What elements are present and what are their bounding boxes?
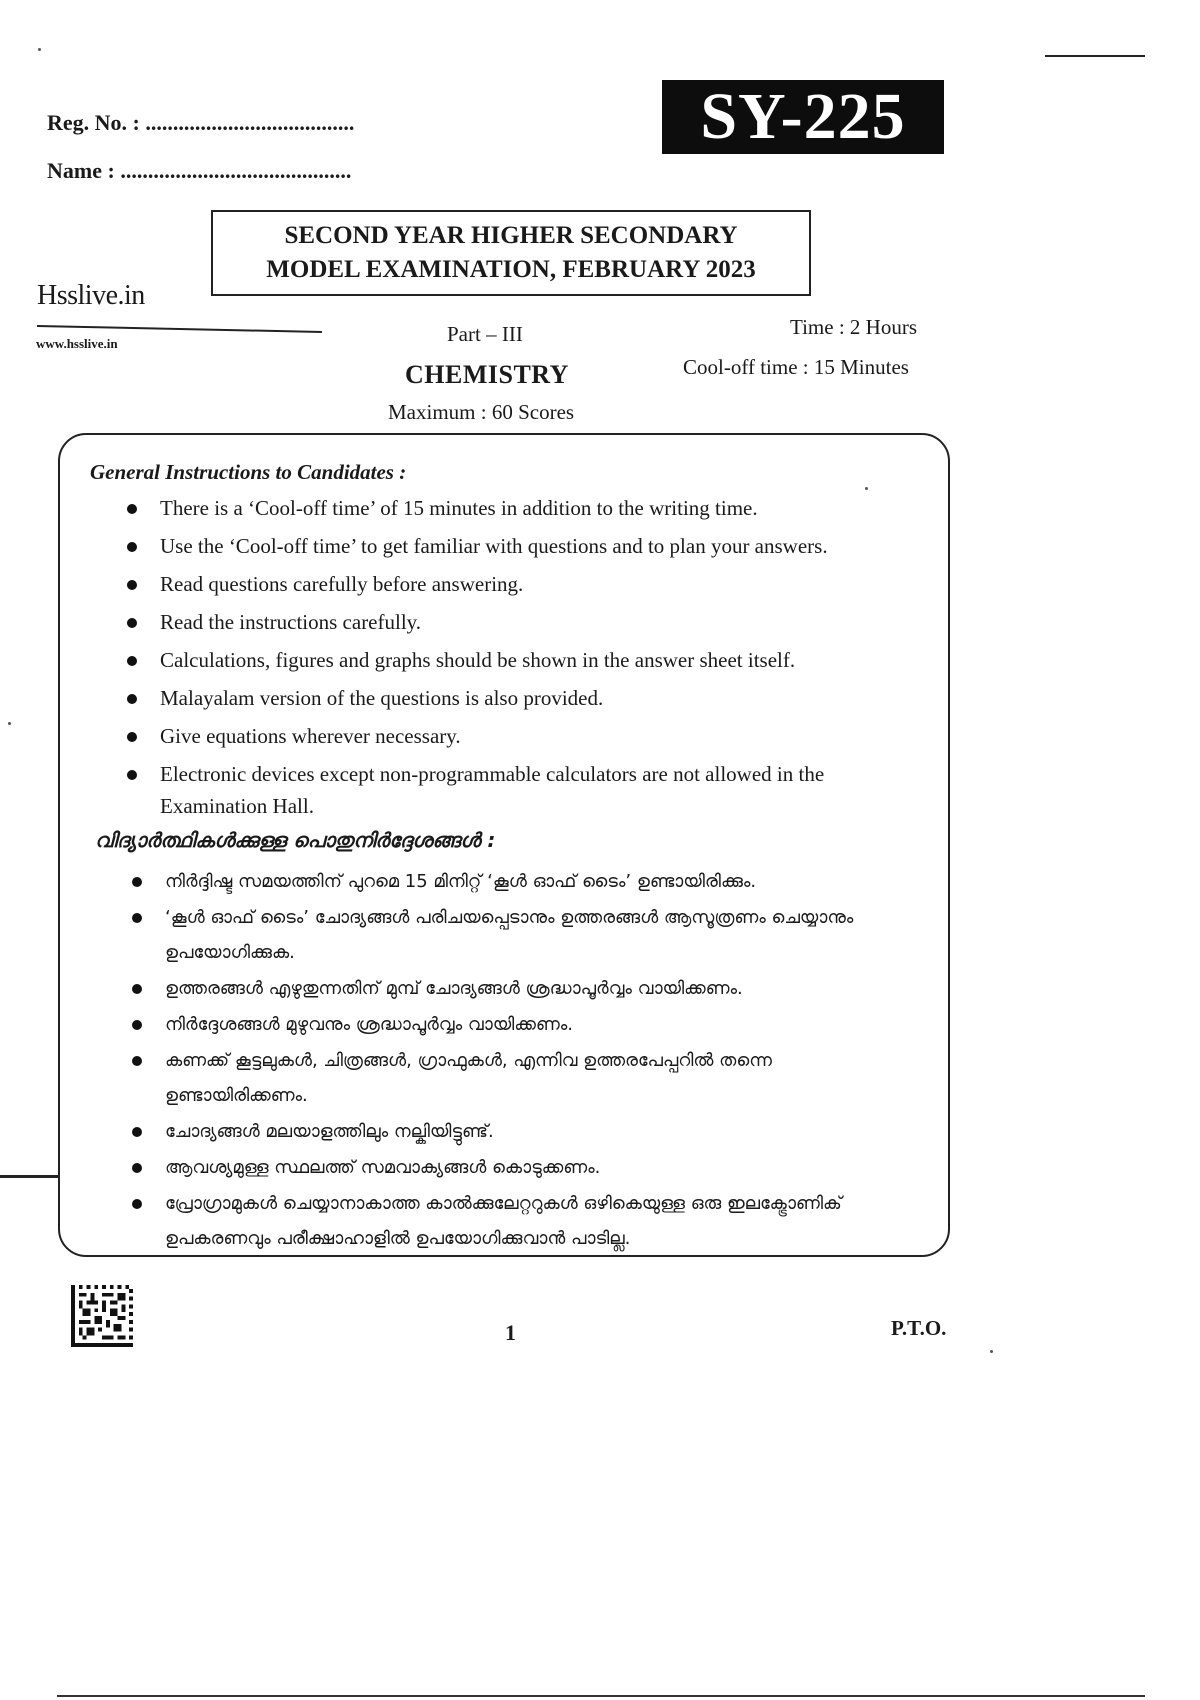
list-item: ആവശ്യമുള്ള സ്ഥലത്ത് സമവാക്യങ്ങൾ കൊടുക്കണം. [130, 1150, 910, 1185]
bottom-rule [57, 1695, 1145, 1697]
bullet-icon [132, 984, 142, 994]
reg-no-dots: ...................................... [145, 110, 355, 135]
bullet-icon [127, 656, 137, 666]
scan-speck [38, 48, 41, 51]
reg-no-label: Reg. No. : [47, 110, 140, 135]
list-item: Read the instructions carefully. [125, 606, 915, 638]
name-field [47, 158, 351, 184]
list-item: Malayalam version of the questions is also provided. [125, 682, 915, 714]
exam-title-line1: SECOND YEAR HIGHER SECONDARY [284, 222, 738, 249]
list-item: ‘കൂൾ ഓഫ് ടൈം’ ചോദ്യങ്ങൾ പരിചയപ്പെടാനും ഉത്തരങ്ങൾ ആസൂത്രണം ചെയ്യാനും ഉപയോഗിക്കുക. [130, 900, 910, 970]
instructions-list-en [125, 492, 915, 828]
list-item: ഉത്തരങ്ങൾ എഴുതുന്നതിന് മുമ്പ് ചോദ്യങ്ങൾ ശ്രദ്ധാപൂർവ്വം വായിക്കണം. [130, 971, 910, 1006]
list-item: Give equations wherever necessary. [125, 720, 915, 752]
bullet-icon [132, 913, 142, 923]
scan-speck [990, 1350, 993, 1353]
time-allowed: Time : 2 Hours [790, 315, 917, 339]
cool-off-time: Cool-off time : 15 Minutes [683, 355, 909, 379]
list-item: Read questions carefully before answering. [125, 568, 915, 600]
reg-no-field [47, 110, 354, 136]
bullet-icon [127, 732, 137, 742]
max-score: Maximum : 60 Scores [388, 400, 575, 424]
list-item: Calculations, figures and graphs should be shown in the answer sheet itself. [125, 644, 915, 676]
instructions-heading-ml: വിദ്യാർത്ഥികൾക്കുള്ള പൊതുനിർദ്ദേശങ്ങൾ : [95, 828, 496, 852]
name-label: Name : [47, 158, 115, 183]
bullet-icon [127, 542, 137, 552]
bullet-icon [127, 580, 137, 590]
exam-title-line2: MODEL EXAMINATION, FEBRUARY 2023 [266, 256, 756, 283]
instructions-list-ml [130, 864, 910, 1257]
bullet-icon [132, 877, 142, 887]
instructions-heading-en: General Instructions to Candidates : [90, 460, 407, 484]
bullet-icon [132, 1163, 142, 1173]
list-item: Electronic devices except non-programmable calculators are not allowed in the Examination Hall. [125, 758, 915, 822]
page-number: 1 [505, 1320, 516, 1345]
list-item: നിർദ്ദേശങ്ങൾ മുഴുവനും ശ്രദ്ധാപൂർവ്വം വായിക്കണം. [130, 1007, 910, 1042]
scan-speck [8, 722, 11, 725]
subject-title: CHEMISTRY [405, 360, 569, 389]
list-item: കണക്ക് കൂട്ടലുകൾ, ചിത്രങ്ങൾ, ഗ്രാഫുകൾ, എന്നിവ ഉത്തരപേപ്പറിൽ തന്നെ ഉണ്ടായിരിക്കണം. [130, 1043, 910, 1113]
name-dots: .......................................... [120, 158, 352, 183]
bullet-icon [127, 504, 137, 514]
paper-code: SY-225 [662, 80, 944, 154]
datamatrix-barcode-icon [70, 1285, 134, 1347]
bullet-icon [127, 694, 137, 704]
margin-mark [0, 1175, 58, 1178]
logo-underline [37, 325, 322, 333]
top-rule [1045, 55, 1145, 57]
bullet-icon [127, 618, 137, 628]
part-label: Part – III [447, 322, 523, 346]
list-item: There is a ‘Cool-off time’ of 15 minutes in addition to the writing time. [125, 492, 915, 524]
list-item: പ്രോഗ്രാമുകൾ ചെയ്യാനാകാത്ത കാൽക്കുലേറ്ററുകൾ ഒഴികെയുള്ള ഒരു ഇലക്ട്രോണിക് ഉപകരണവും പരീക്ഷാഹാളിൽ ഉപയോഗിക്കുവാൻ പാടില്ല. [130, 1186, 910, 1256]
bullet-icon [132, 1056, 142, 1066]
bullet-icon [132, 1199, 142, 1209]
site-logo: Hsslive.in [37, 280, 145, 311]
pto-label: P.T.O. [891, 1316, 947, 1340]
list-item: Use the ‘Cool-off time’ to get familiar with questions and to plan your answers. [125, 530, 915, 562]
bullet-icon [132, 1020, 142, 1030]
bullet-icon [127, 770, 137, 780]
exam-title-box [211, 210, 811, 296]
list-item: ചോദ്യങ്ങൾ മലയാളത്തിലും നല്കിയിട്ടുണ്ട്. [130, 1114, 910, 1149]
site-url: www.hsslive.in [36, 336, 118, 351]
bullet-icon [132, 1127, 142, 1137]
list-item: നിർദ്ദിഷ്ട സമയത്തിന് പുറമെ 15 മിനിറ്റ് ‘കൂൾ ഓഫ് ടൈം’ ഉണ്ടായിരിക്കും. [130, 864, 910, 899]
